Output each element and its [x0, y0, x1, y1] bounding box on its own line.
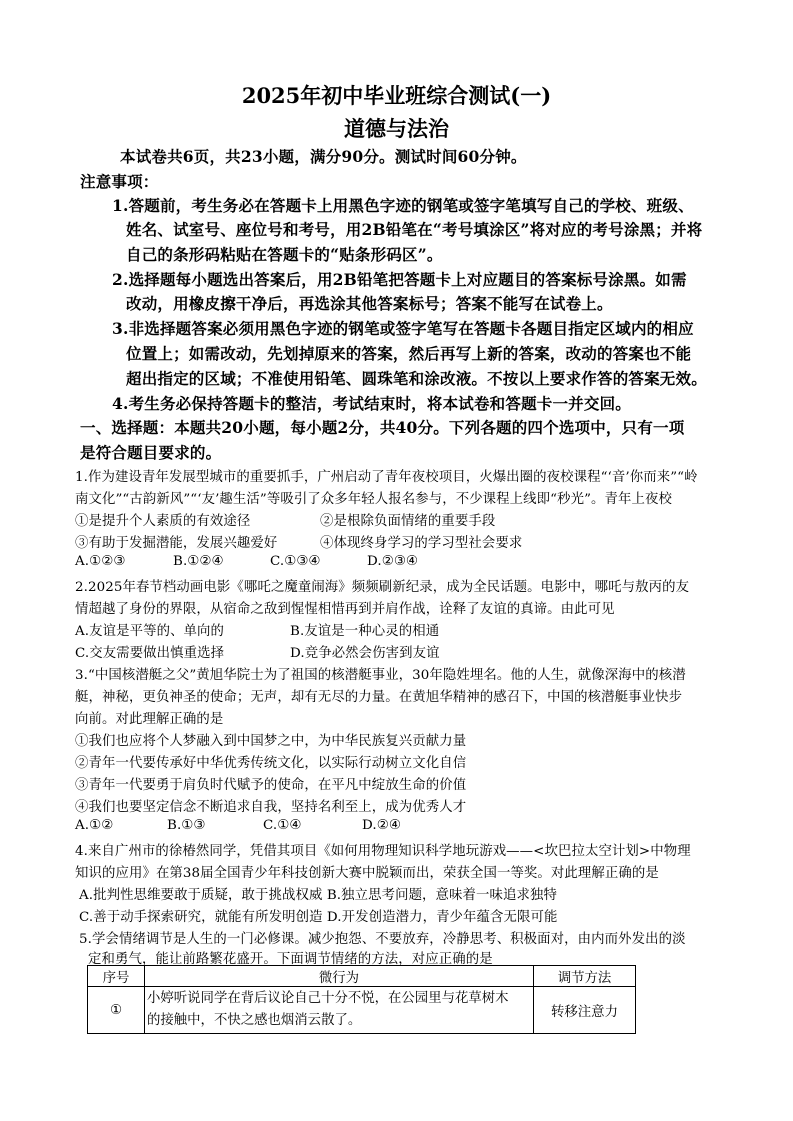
q1-stem-cont: 南文化”“古韵新风”“‘友’趣生活”等吸引了众多年轻人报名参与，不少课程上线即“秒光”。青年上夜校 [75, 492, 672, 507]
column-header-no: 序号 [88, 966, 145, 987]
note-line: 改动，用橡皮擦干净后，再选涂其他答案标号；答案不能写在试卷上。 [126, 294, 613, 313]
exam-intro: 本试卷共6页，共23小题，满分90分。测试时间60分钟。 [120, 147, 527, 166]
q2-option-b: B.友谊是一种心灵的相通 [290, 624, 440, 639]
notes-heading: 注意事项： [80, 172, 159, 191]
q1-option-d: D.②③④ [367, 554, 419, 569]
note-line: 超出指定的区域；不准使用铅笔、圆珠笔和涂改液。不按以上要求作答的答案无效。 [126, 369, 707, 388]
exam-title: 2025年初中毕业班综合测试(一) [241, 83, 552, 108]
row-behavior [145, 987, 534, 1034]
q3-statement-2: ②青年一代要传承好中华优秀传统文化，以实际行动树立文化自信 [75, 756, 467, 771]
q4-stem: 4.来自广州市的徐椿然同学，凭借其项目《如何用物理知识科学地玩游戏——<坎巴拉太空计划>中物理 [75, 844, 691, 859]
note-line: 2.选择题每小题选出答案后，用2B铅笔把答题卡上对应题目的答案标号涂黑。如需 [112, 270, 687, 289]
row-number: ① [88, 987, 145, 1034]
q1-statement-4: ④体现终身学习的学习型社会要求 [320, 536, 523, 551]
q2-stem-cont: 情超越了身份的界限，从宿命之敌到惺惺相惜再到并肩作战，诠释了友谊的真谛。由此可见 [75, 602, 615, 617]
note-line: 1.答题前，考生务必在答题卡上用黑色字迹的钢笔或签字笔填写自己的学校、班级、 [112, 196, 694, 215]
q1-statement-2: ②是根除负面情绪的重要手段 [320, 514, 496, 529]
q3-stem-cont: 艇，神秘，更负神圣的使命；无声，却有无尽的力量。在黄旭华精神的感召下，中国的核潜艇事业快步 [75, 690, 683, 705]
section-heading-cont: 是符合题目要求的。 [80, 443, 222, 462]
row-behavior-line: 的接触中，不快之感也烟消云散了。 [147, 1013, 362, 1028]
q2-option-a: A.友谊是平等的、单向的 [75, 624, 225, 639]
q3-option-a: A.①② [75, 818, 114, 833]
note-line: 4.考生务必保持答题卡的整洁，考试结束时，将本试卷和答题卡一并交回。 [112, 394, 631, 413]
q2-option-c: C.交友需要做出慎重选择 [75, 646, 225, 661]
q1-option-c: C.①③④ [270, 554, 321, 569]
q4-stem-cont: 知识的应用》在第38届全国青少年科技创新大赛中脱颖而出，荣获全国一等奖。对此理解正确的是 [75, 866, 659, 881]
q1-option-a: A.①②③ [75, 554, 126, 569]
q2-stem: 2.2025年春节档动画电影《哪吒之魔童闹海》频频刷新纪录，成为全民话题。电影中，哪吒与敖丙的友 [75, 580, 690, 595]
q1-statement-1: ①是提升个人素质的有效途径 [75, 514, 251, 529]
table-row [88, 987, 636, 1034]
q3-stem: 3.“中国核潜艇之父”黄旭华院士为了祖国的核潜艇事业，30年隐姓埋名。他的人生，就像深海中的核潜 [75, 668, 686, 683]
q3-option-d: D.②④ [362, 818, 401, 833]
q3-statement-4: ④我们也要坚定信念不断追求自我，坚持名利至上，成为优秀人才 [75, 800, 467, 815]
q4-options-ab: A.批判性思维要敢于质疑，敢于挑战权威 B.独立思考问题，意味着一味追求独特 [79, 888, 557, 903]
q5-stem-cont: 定和勇气，能让前路繁花盛开。下面调节情绪的方法，对应正确的是 [88, 952, 493, 967]
q5-stem: 5.学会情绪调节是人生的一门必修课。减少抱怨、不要放弃，冷静思考、积极面对，由内而外发出的淡 [79, 932, 686, 947]
q3-option-c: C.①④ [263, 818, 302, 833]
q3-statement-3: ③青年一代要勇于肩负时代赋予的使命，在平凡中绽放生命的价值 [75, 778, 467, 793]
column-header-method: 调节方法 [534, 966, 636, 987]
section-heading: 一、选择题：本题共20小题，每小题2分，共40分。下列各题的四个选项中，只有一项 [80, 418, 685, 437]
column-header-behavior: 微行为 [145, 966, 534, 987]
subject-title: 道德与法治 [344, 116, 449, 141]
q1-option-b: B.①②④ [173, 554, 224, 569]
q3-stem-cont: 向前。对此理解正确的是 [75, 712, 224, 727]
q2-option-d: D.竞争必然会伤害到友谊 [290, 646, 440, 661]
row-behavior-line: 小婷听说同学在背后议论自己十分不悦，在公园里与花草树木 [147, 991, 509, 1006]
note-line: 3.非选择题答案必须用黑色字迹的钢笔或签字笔写在答题卡各题目指定区域内的相应 [112, 319, 694, 338]
note-line: 位置上；如需改动，先划掉原来的答案，然后再写上新的答案，改动的答案也不能 [126, 344, 692, 363]
q1-stem: 1.作为建设青年发展型城市的重要抓手，广州启动了青年夜校项目，火爆出圈的夜校课程“‘音’你而来”“岭 [75, 470, 698, 485]
q5-table [87, 965, 636, 1034]
table-header-row [88, 966, 636, 987]
note-line: 姓名、试室号、座位号和考号，用2B铅笔在“考号填涂区”将对应的考号涂黑；并将 [126, 220, 703, 239]
q3-option-b: B.①③ [167, 818, 206, 833]
note-line: 自己的条形码粘贴在答题卡的“贴条形码区”。 [126, 245, 443, 264]
q3-statement-1: ①我们也应将个人梦融入到中国梦之中，为中华民族复兴贡献力量 [75, 734, 467, 749]
q1-statement-3: ③有助于发掘潜能，发展兴趣爱好 [75, 536, 278, 551]
row-method: 转移注意力 [534, 987, 636, 1034]
q4-options-cd: C.善于动手探索研究，就能有所发明创造 D.开发创造潜力，青少年蕴含无限可能 [79, 910, 558, 925]
